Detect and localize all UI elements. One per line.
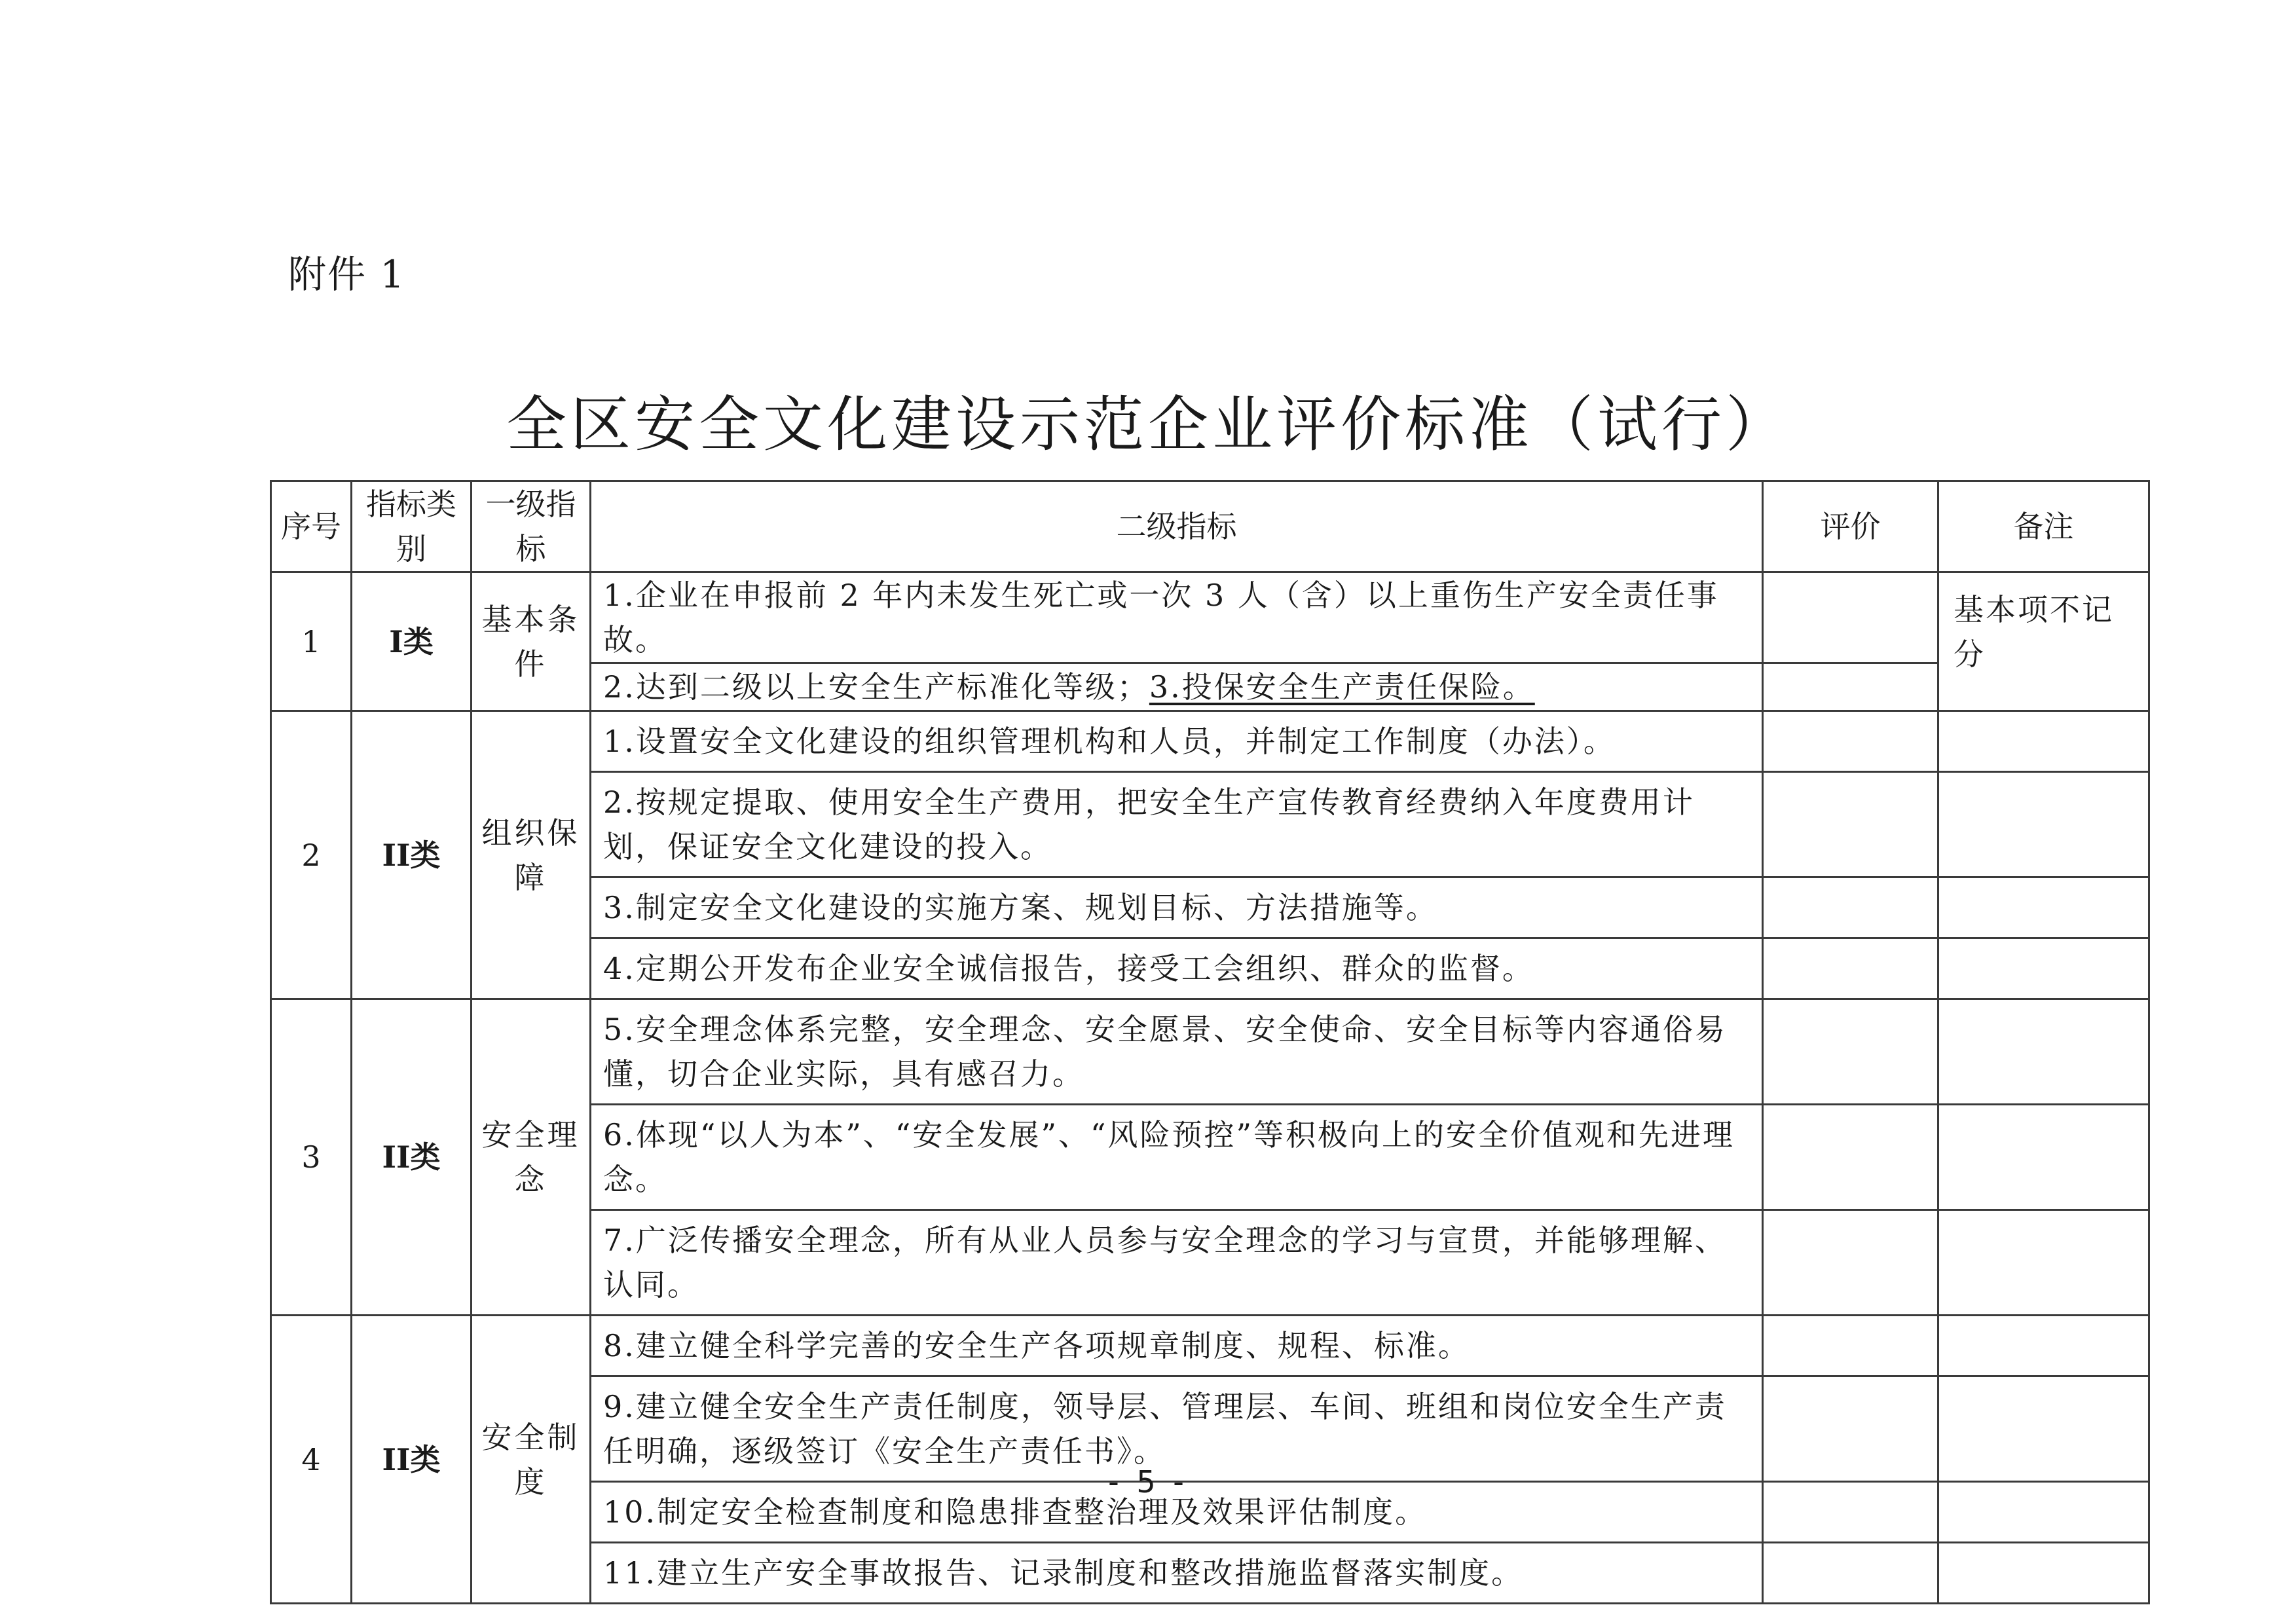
level2-indicator: 8.建立健全科学完善的安全生产各项规章制度、规程、标准。 [591, 1316, 1763, 1376]
page-number: - 5 - [1108, 1464, 1188, 1500]
header-no: 序号 [271, 481, 352, 572]
level2-indicator [591, 663, 1763, 711]
indicator-category: II类 [352, 999, 472, 1316]
evaluation-cell[interactable] [1763, 711, 1938, 772]
table-row [271, 572, 2149, 663]
evaluation-cell[interactable] [1763, 572, 1938, 663]
evaluation-cell[interactable] [1763, 1210, 1938, 1316]
evaluation-cell[interactable] [1763, 1316, 1938, 1376]
indicator-category: I类 [352, 572, 472, 711]
attachment-label: 附件 1 [288, 252, 406, 297]
row-number: 4 [271, 1316, 352, 1604]
level2-indicator: 5.安全理念体系完整，安全理念、安全愿景、安全使命、安全目标等内容通俗易懂，切合企业实际，具有感召力。 [591, 999, 1763, 1105]
level1-indicator: 组织保障 [472, 711, 591, 999]
indicator-category: II类 [352, 1316, 472, 1604]
level2-indicator: 1.企业在申报前 2 年内未发生死亡或一次 3 人（含）以上重伤生产安全责任事故。 [591, 572, 1763, 663]
level2-indicator: 10.制定安全检查制度和隐患排查整治理及效果评估制度。 [591, 1482, 1763, 1543]
table-row [271, 711, 2149, 772]
remark-cell[interactable] [1938, 877, 2149, 938]
table-row [271, 999, 2149, 1105]
evaluation-cell[interactable] [1763, 938, 1938, 999]
evaluation-cell[interactable] [1763, 999, 1938, 1105]
row-number: 1 [271, 572, 352, 711]
table-row [271, 1316, 2149, 1376]
level2-indicator: 1.设置安全文化建设的组织管理机构和人员，并制定工作制度（办法）。 [591, 711, 1763, 772]
header-level2: 二级指标 [591, 481, 1763, 572]
header-category: 指标类别 [352, 481, 472, 572]
level1-indicator: 安全理念 [472, 999, 591, 1316]
level1-indicator: 安全制度 [472, 1316, 591, 1604]
header-remark: 备注 [1938, 481, 2149, 572]
evaluation-cell[interactable] [1763, 772, 1938, 877]
row-number: 2 [271, 711, 352, 999]
remark-cell[interactable] [1938, 938, 2149, 999]
level2-indicator: 2.按规定提取、使用安全生产费用，把安全生产宣传教育经费纳入年度费用计划，保证安全文化建设的投入。 [591, 772, 1763, 877]
header-level1: 一级指标 [472, 481, 591, 572]
evaluation-cell[interactable] [1763, 663, 1938, 711]
level2-indicator: 4.定期公开发布企业安全诚信报告，接受工会组织、群众的监督。 [591, 938, 1763, 999]
evaluation-cell[interactable] [1763, 1105, 1938, 1210]
evaluation-table [270, 480, 2150, 1604]
document-title: 全区安全文化建设示范企业评价标准（试行） [506, 390, 1790, 460]
evaluation-cell[interactable] [1763, 1543, 1938, 1604]
level2-indicator: 7.广泛传播安全理念，所有从业人员参与安全理念的学习与宣贯，并能够理解、认同。 [591, 1210, 1763, 1316]
level2-indicator: 3.制定安全文化建设的实施方案、规划目标、方法措施等。 [591, 877, 1763, 938]
remark-cell: 基本项不记分 [1938, 572, 2149, 711]
remark-cell[interactable] [1938, 1210, 2149, 1316]
item-text: 2.达到二级以上安全生产标准化等级； [603, 669, 1149, 705]
remark-cell[interactable] [1938, 711, 2149, 772]
evaluation-cell[interactable] [1763, 877, 1938, 938]
item-text-underlined: 3.投保安全生产责任保险。 [1149, 669, 1535, 705]
level2-indicator: 11.建立生产安全事故报告、记录制度和整改措施监督落实制度。 [591, 1543, 1763, 1604]
remark-cell[interactable] [1938, 1543, 2149, 1604]
indicator-category: II类 [352, 711, 472, 999]
level2-indicator: 9.建立健全安全生产责任制度，领导层、管理层、车间、班组和岗位安全生产责任明确，逐级签订《安全生产责任书》。 [591, 1376, 1763, 1482]
remark-cell[interactable] [1938, 999, 2149, 1105]
table-header-row [271, 481, 2149, 572]
remark-cell[interactable] [1938, 1316, 2149, 1376]
row-number: 3 [271, 999, 352, 1316]
remark-cell[interactable] [1938, 772, 2149, 877]
header-evaluation: 评价 [1763, 481, 1938, 572]
remark-cell[interactable] [1938, 1105, 2149, 1210]
level1-indicator: 基本条件 [472, 572, 591, 711]
level2-indicator: 6.体现“以人为本”、“安全发展”、“风险预控”等积极向上的安全价值观和先进理念。 [591, 1105, 1763, 1210]
